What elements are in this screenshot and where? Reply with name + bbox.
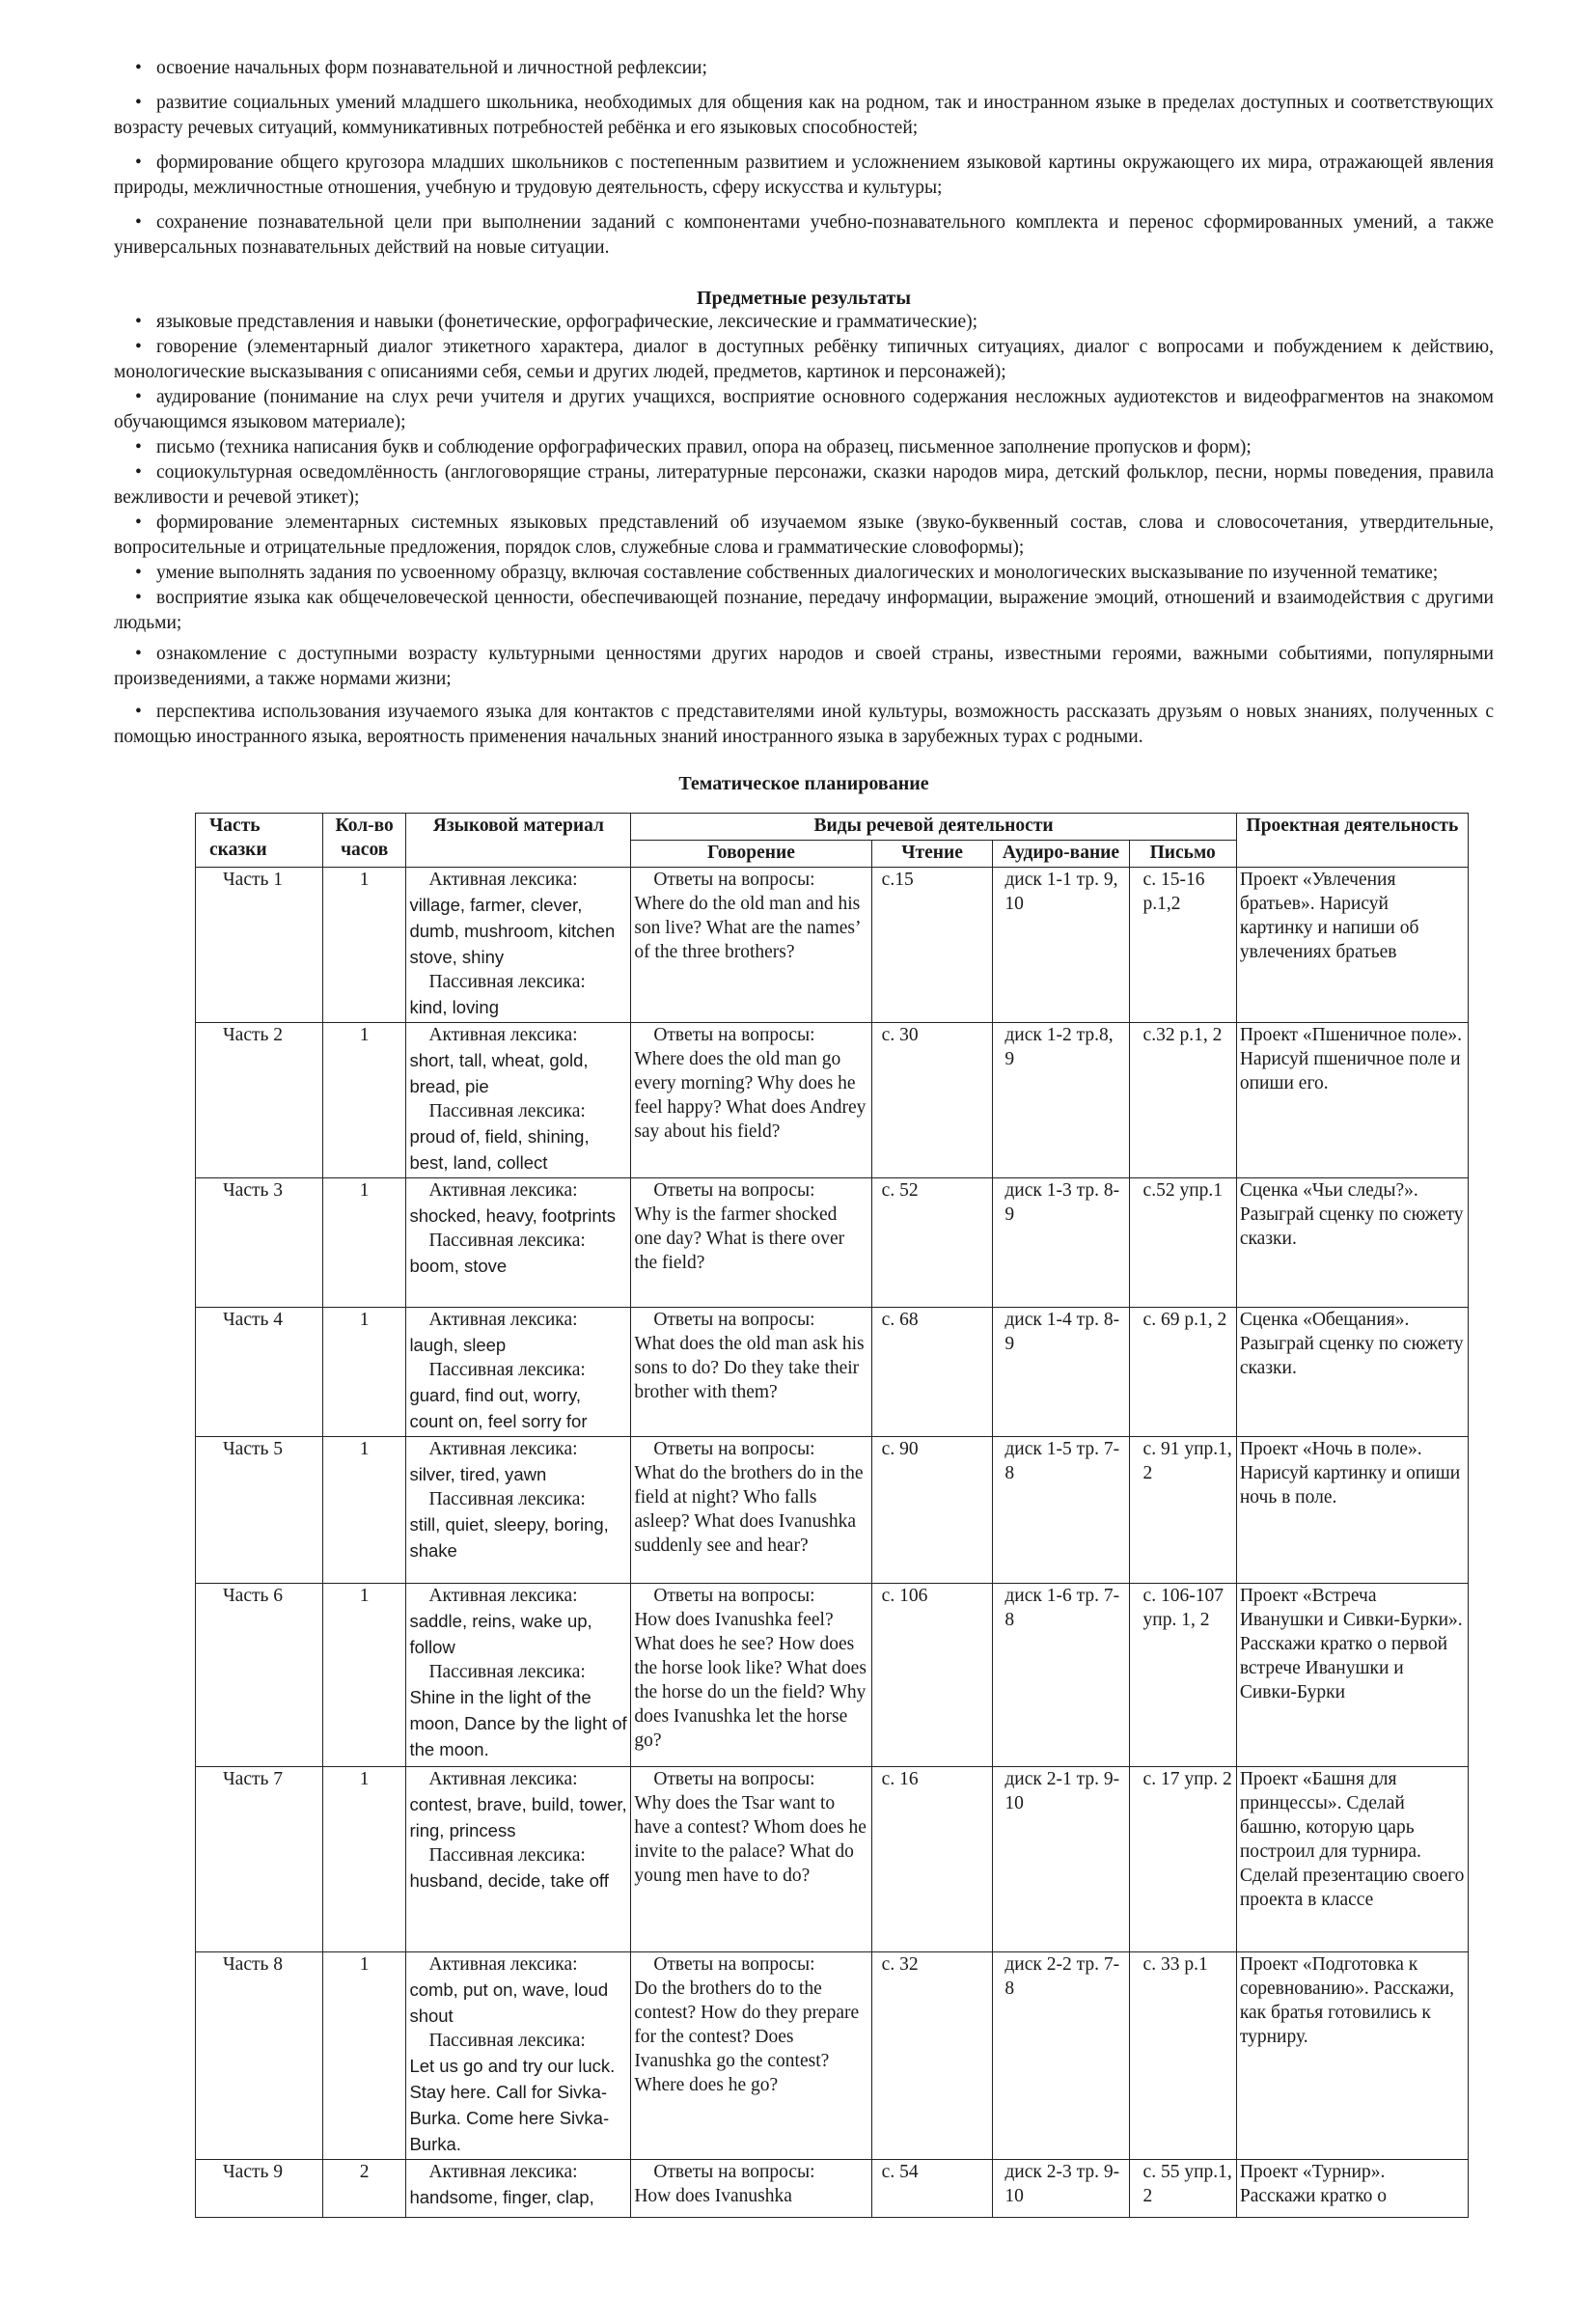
cell-writing: с. 17 упр. 2 bbox=[1129, 1767, 1236, 1952]
table-header-row bbox=[196, 814, 1469, 841]
bullet-item: • языковые представления и навыки (фонетические, орфографические, лексические и грамматические); bbox=[114, 310, 1494, 335]
active-vocab: short, tall, wheat, gold, bread, pie bbox=[409, 1050, 589, 1096]
cell-hours: 1 bbox=[322, 868, 406, 1023]
questions-label: Ответы на вопросы: bbox=[653, 1439, 815, 1459]
cell-writing: с. 33 р.1 bbox=[1129, 1952, 1236, 2160]
table-row bbox=[196, 1023, 1469, 1178]
header-reading: Чтение bbox=[871, 841, 993, 868]
questions-text: How does Ivanushka bbox=[634, 2186, 792, 2206]
active-vocab-label: Активная лексика: bbox=[428, 1439, 578, 1459]
cell-listening: диск 1-6 тр. 7-8 bbox=[993, 1584, 1129, 1767]
active-vocab-label: Активная лексика: bbox=[428, 1954, 578, 1975]
cell-project: Проект «Увлечения братьев». Нарисуй картинку и напиши об увлечениях братьев bbox=[1236, 868, 1468, 1023]
header-activities: Виды речевой деятельности bbox=[631, 814, 1237, 841]
bullet-item: • письмо (техника написания букв и соблюдение орфографических правил, опора на образец, письменное заполнение пропусков и форм); bbox=[114, 435, 1494, 460]
table-body bbox=[196, 868, 1469, 2218]
cell-material bbox=[406, 1952, 631, 2160]
cell-speaking bbox=[631, 1584, 871, 1767]
active-vocab: comb, put on, wave, loud shout bbox=[409, 1979, 609, 2026]
passive-vocab-label: Пассивная лексика: bbox=[428, 1845, 586, 1866]
cell-project: Проект «Турнир». Расскажи кратко о bbox=[1236, 2160, 1468, 2218]
cell-reading: с. 32 bbox=[871, 1952, 993, 2160]
cell-hours: 2 bbox=[322, 2160, 406, 2218]
cell-project: Проект «Ночь в поле». Нарисуй картинку и опиши ночь в поле. bbox=[1236, 1437, 1468, 1584]
cell-project: Сценка «Чьи следы?». Разыграй сценку по сюжету сказки. bbox=[1236, 1178, 1468, 1308]
passive-vocab: still, quiet, sleepy, boring, shake bbox=[409, 1514, 609, 1561]
active-vocab: silver, tired, yawn bbox=[409, 1464, 547, 1484]
passive-vocab: boom, stove bbox=[409, 1256, 508, 1276]
cell-speaking bbox=[631, 1178, 871, 1308]
cell-hours: 1 bbox=[322, 1023, 406, 1178]
cell-listening: диск 2-3 тр. 9-10 bbox=[993, 2160, 1129, 2218]
cell-writing: с. 106-107 упр. 1, 2 bbox=[1129, 1584, 1236, 1767]
cell-writing: с. 15-16 р.1,2 bbox=[1129, 868, 1236, 1023]
bullet-icon: • bbox=[135, 312, 142, 332]
cell-listening: диск 1-4 тр. 8-9 bbox=[993, 1308, 1129, 1437]
passive-vocab-label: Пассивная лексика: bbox=[428, 1489, 586, 1509]
table-row bbox=[196, 1584, 1469, 1767]
thematic-planning-table bbox=[195, 813, 1469, 2218]
intro-section bbox=[114, 56, 1494, 261]
passive-vocab: guard, find out, worry, count on, feel sorry for bbox=[409, 1385, 588, 1431]
cell-part: Часть 3 bbox=[196, 1178, 323, 1308]
passive-vocab: Shine in the light of the moon, Dance by the light of the moon. bbox=[409, 1687, 627, 1759]
questions-text: How does Ivanushka feel? What does he see? How does the horse look like? What does the horse do un the field? Why does Ivanushka let the horse go? bbox=[634, 1610, 867, 1751]
questions-text: Where do the old man and his son live? What are the names’ of the three brothers? bbox=[634, 894, 861, 962]
table-row bbox=[196, 1952, 1469, 2160]
questions-text: Do the brothers do to the contest? How do they prepare for the contest? Does Ivanushka go the contest? Where does he go? bbox=[634, 1978, 860, 2095]
cell-reading: с. 30 bbox=[871, 1023, 993, 1178]
header-listening: Аудиро-вание bbox=[993, 841, 1129, 868]
passive-vocab-label: Пассивная лексика: bbox=[428, 1360, 586, 1380]
cell-reading: с. 90 bbox=[871, 1437, 993, 1584]
cell-listening: диск 1-3 тр. 8-9 bbox=[993, 1178, 1129, 1308]
cell-speaking bbox=[631, 868, 871, 1023]
bullet-item: • восприятие языка как общечеловеческой ценности, обеспечивающей познание, передачу информации, выражение эмоций, отношений и взаимодействия с другими людьми; bbox=[114, 588, 1494, 633]
cell-listening: диск 1-2 тр.8, 9 bbox=[993, 1023, 1129, 1178]
questions-text: What does the old man ask his sons to do? Do they take their brother with them? bbox=[634, 1334, 865, 1402]
cell-part: Часть 1 bbox=[196, 868, 323, 1023]
cell-writing: с.32 р.1, 2 bbox=[1129, 1023, 1236, 1178]
cell-writing: с. 69 р.1, 2 bbox=[1129, 1308, 1236, 1437]
bullet-icon: • bbox=[135, 58, 142, 78]
passive-vocab: kind, loving bbox=[409, 997, 499, 1017]
active-vocab: shocked, heavy, footprints bbox=[409, 1205, 616, 1226]
cell-part: Часть 7 bbox=[196, 1767, 323, 1952]
bullet-icon: • bbox=[135, 462, 142, 483]
header-part: Часть сказки bbox=[196, 814, 323, 868]
cell-project: Проект «Пшеничное поле». Нарисуй пшеничное поле и опиши его. bbox=[1236, 1023, 1468, 1178]
cell-listening: диск 1-5 тр. 7-8 bbox=[993, 1437, 1129, 1584]
questions-label: Ответы на вопросы: bbox=[653, 1954, 815, 1975]
cell-speaking bbox=[631, 1952, 871, 2160]
cell-hours: 1 bbox=[322, 1308, 406, 1437]
bullet-item: • формирование общего кругозора младших школьников с постепенным развитием и усложнением языковой картины окружающего их мира, отражающей явления природы, межличностные отношения, учебную и трудовую деятельность, сферу искусства и культуры; bbox=[114, 152, 1494, 198]
cell-reading: с. 106 bbox=[871, 1584, 993, 1767]
bullet-item: • сохранение познавательной цели при выполнении заданий с компонентами учебно-познавательного комплекта и перенос сформированных умений, а также универсальных познавательных действий на новые ситуации. bbox=[114, 212, 1494, 258]
cell-material bbox=[406, 1023, 631, 1178]
cell-part: Часть 4 bbox=[196, 1308, 323, 1437]
bullet-icon: • bbox=[135, 644, 142, 664]
bullet-icon: • bbox=[135, 702, 142, 722]
bullet-item: • социокультурная осведомлённость (англоговорящие страны, литературные персонажи, сказки народов мира, детский фольклор, песни, нормы поведения, правила вежливости и речевой этикет); bbox=[114, 462, 1494, 508]
bullet-item: • аудирование (понимание на слух речи учителя и других учащихся, восприятие основного содержания несложных аудиотекстов и видеофрагментов на знакомом обучающимся языковом материале); bbox=[114, 387, 1494, 432]
active-vocab-label: Активная лексика: bbox=[428, 1310, 578, 1330]
bullet-icon: • bbox=[135, 437, 142, 457]
questions-text: Where does the old man go every morning? Why does he feel happy? What does Andrey say about his field? bbox=[634, 1049, 867, 1142]
questions-label: Ответы на вопросы: bbox=[653, 1025, 815, 1045]
questions-label: Ответы на вопросы: bbox=[653, 1769, 815, 1789]
cell-part: Часть 6 bbox=[196, 1584, 323, 1767]
bullet-item: • говорение (элементарный диалог этикетного характера, диалог в доступных ребёнку типичных ситуациях, диалог с вопросами и побуждением к действию, монологические высказывания с описаниями себя, семьи и других людей, предметов, картинок и персонажей); bbox=[114, 337, 1494, 382]
table-row bbox=[196, 2160, 1469, 2218]
cell-material bbox=[406, 1584, 631, 1767]
bullet-icon: • bbox=[135, 337, 142, 357]
passive-vocab-label: Пассивная лексика: bbox=[428, 1231, 586, 1251]
cell-writing: с.52 упр.1 bbox=[1129, 1178, 1236, 1308]
passive-vocab-label: Пассивная лексика: bbox=[428, 972, 586, 992]
document-page bbox=[114, 56, 1494, 2218]
cell-hours: 1 bbox=[322, 1952, 406, 2160]
questions-text: Why is the farmer shocked one day? What is there over the field? bbox=[634, 1204, 845, 1273]
cell-reading: с. 68 bbox=[871, 1308, 993, 1437]
active-vocab-label: Активная лексика: bbox=[428, 1025, 578, 1045]
cell-hours: 1 bbox=[322, 1584, 406, 1767]
questions-label: Ответы на вопросы: bbox=[653, 1310, 815, 1330]
header-hours: Кол-во часов bbox=[322, 814, 406, 868]
bullet-icon: • bbox=[135, 152, 142, 173]
cell-material bbox=[406, 2160, 631, 2218]
bullet-item: • ознакомление с доступными возрасту культурными ценностями других народов и своей страны, известными героями, важными событиями, популярными произведениями, а также нормами жизни; bbox=[114, 644, 1494, 689]
cell-reading: с. 54 bbox=[871, 2160, 993, 2218]
active-vocab: contest, brave, build, tower, ring, princess bbox=[409, 1794, 627, 1840]
cell-part: Часть 2 bbox=[196, 1023, 323, 1178]
header-speaking: Говорение bbox=[631, 841, 871, 868]
active-vocab: laugh, sleep bbox=[409, 1335, 507, 1355]
bullet-icon: • bbox=[135, 212, 142, 233]
cell-part: Часть 5 bbox=[196, 1437, 323, 1584]
cell-speaking bbox=[631, 2160, 871, 2218]
active-vocab-label: Активная лексика: bbox=[428, 870, 578, 890]
questions-label: Ответы на вопросы: bbox=[653, 1586, 815, 1606]
questions-label: Ответы на вопросы: bbox=[653, 2162, 815, 2182]
cell-part: Часть 8 bbox=[196, 1952, 323, 2160]
bullet-item: • освоение начальных форм познавательной и личностной рефлексии; bbox=[114, 56, 1494, 81]
active-vocab: village, farmer, clever, dumb, mushroom, kitchen stove, shiny bbox=[409, 895, 616, 967]
cell-writing: с. 55 упр.1, 2 bbox=[1129, 2160, 1236, 2218]
table-heading: Тематическое планирование bbox=[678, 773, 929, 794]
active-vocab: handsome, finger, clap, bbox=[409, 2187, 594, 2207]
table-row bbox=[196, 868, 1469, 1023]
bullet-icon: • bbox=[135, 93, 142, 113]
cell-hours: 1 bbox=[322, 1437, 406, 1584]
cell-reading: с. 16 bbox=[871, 1767, 993, 1952]
cell-material bbox=[406, 1767, 631, 1952]
active-vocab-label: Активная лексика: bbox=[428, 2162, 578, 2182]
header-material: Языковой материал bbox=[406, 814, 631, 868]
bullet-icon: • bbox=[135, 588, 142, 608]
cell-reading: с. 52 bbox=[871, 1178, 993, 1308]
questions-label: Ответы на вопросы: bbox=[653, 1180, 815, 1201]
cell-speaking bbox=[631, 1023, 871, 1178]
bullet-icon: • bbox=[135, 512, 142, 533]
cell-project: Проект «Встреча Иванушки и Сивки-Бурки». Расскажи кратко о первой встрече Иванушки и Сивки-Бурки bbox=[1236, 1584, 1468, 1767]
extra-results-list bbox=[114, 642, 1494, 750]
cell-listening: диск 1-1 тр. 9, 10 bbox=[993, 868, 1129, 1023]
cell-speaking bbox=[631, 1767, 871, 1952]
bullet-item: • развитие социальных умений младшего школьника, необходимых для общения как на родном, так и иностранном языке в пределах доступных и соответствующих возрасту речевых ситуаций, коммуникативных потребностей ребёнка и его языковых способностей; bbox=[114, 93, 1494, 138]
table-row bbox=[196, 1308, 1469, 1437]
active-vocab-label: Активная лексика: bbox=[428, 1769, 578, 1789]
header-writing: Письмо bbox=[1129, 841, 1236, 868]
passive-vocab-label: Пассивная лексика: bbox=[428, 2031, 586, 2051]
bullet-item: • формирование элементарных системных языковых представлений об изучаемом языке (звуко-буквенный состав, слова и словосочетания, утвердительные, вопросительные и отрицательные предложения, порядок слов, служебные слова и грамматические словоформы); bbox=[114, 512, 1494, 558]
cell-listening: диск 2-1 тр. 9-10 bbox=[993, 1767, 1129, 1952]
questions-label: Ответы на вопросы: bbox=[653, 870, 815, 890]
cell-speaking bbox=[631, 1308, 871, 1437]
cell-material bbox=[406, 868, 631, 1023]
cell-material bbox=[406, 1178, 631, 1308]
cell-speaking bbox=[631, 1437, 871, 1584]
table-row bbox=[196, 1437, 1469, 1584]
passive-vocab-label: Пассивная лексика: bbox=[428, 1662, 586, 1682]
active-vocab-label: Активная лексика: bbox=[428, 1180, 578, 1201]
bullet-item: • умение выполнять задания по усвоенному образцу, включая составление собственных диалогических и монологических высказывание по изученной тематике; bbox=[114, 561, 1494, 586]
questions-text: What do the brothers do in the field at night? Who falls asleep? What does Ivanushka suddenly see and hear? bbox=[634, 1463, 864, 1556]
subject-results-list bbox=[114, 310, 1494, 636]
table-row bbox=[196, 1767, 1469, 1952]
cell-hours: 1 bbox=[322, 1178, 406, 1308]
cell-material bbox=[406, 1308, 631, 1437]
cell-writing: с. 91 упр.1, 2 bbox=[1129, 1437, 1236, 1584]
bullet-icon: • bbox=[135, 563, 142, 583]
cell-material bbox=[406, 1437, 631, 1584]
cell-part: Часть 9 bbox=[196, 2160, 323, 2218]
cell-reading: с.15 bbox=[871, 868, 993, 1023]
cell-project: Проект «Башня для принцессы». Сделай башню, которую царь построил для турнира. Сделай презентацию своего проекта в классе bbox=[1236, 1767, 1468, 1952]
passive-vocab: Let us go and try our luck. Stay here. Call for Sivka-Burka. Come here Sivka-Burka. bbox=[409, 2056, 616, 2154]
header-project: Проектная деятельность bbox=[1236, 814, 1468, 868]
cell-project: Сценка «Обещания». Разыграй сценку по сюжету сказки. bbox=[1236, 1308, 1468, 1437]
active-vocab-label: Активная лексика: bbox=[428, 1586, 578, 1606]
subject-results-heading: Предметные результаты bbox=[697, 288, 911, 309]
bullet-icon: • bbox=[135, 387, 142, 407]
table-row bbox=[196, 1178, 1469, 1308]
passive-vocab: proud of, field, shining, best, land, collect bbox=[409, 1126, 590, 1173]
cell-project: Проект «Подготовка к соревнованию». Расскажи, как братья готовились к турниру. bbox=[1236, 1952, 1468, 2160]
passive-vocab: husband, decide, take off bbox=[409, 1870, 609, 1891]
cell-hours: 1 bbox=[322, 1767, 406, 1952]
questions-text: Why does the Tsar want to have a contest? Whom does he invite to the palace? What do young men have to do? bbox=[634, 1793, 867, 1886]
active-vocab: saddle, reins, wake up, follow bbox=[409, 1611, 592, 1657]
cell-listening: диск 2-2 тр. 7-8 bbox=[993, 1952, 1129, 2160]
passive-vocab-label: Пассивная лексика: bbox=[428, 1101, 586, 1121]
bullet-item: • перспектива использования изучаемого языка для контактов с представителями иной культуры, возможность рассказать друзьям о новых знаниях, полученных с помощью иностранного языка, вероятность применения начальных знаний иностранного языка в зарубежных турах с родными. bbox=[114, 702, 1494, 747]
